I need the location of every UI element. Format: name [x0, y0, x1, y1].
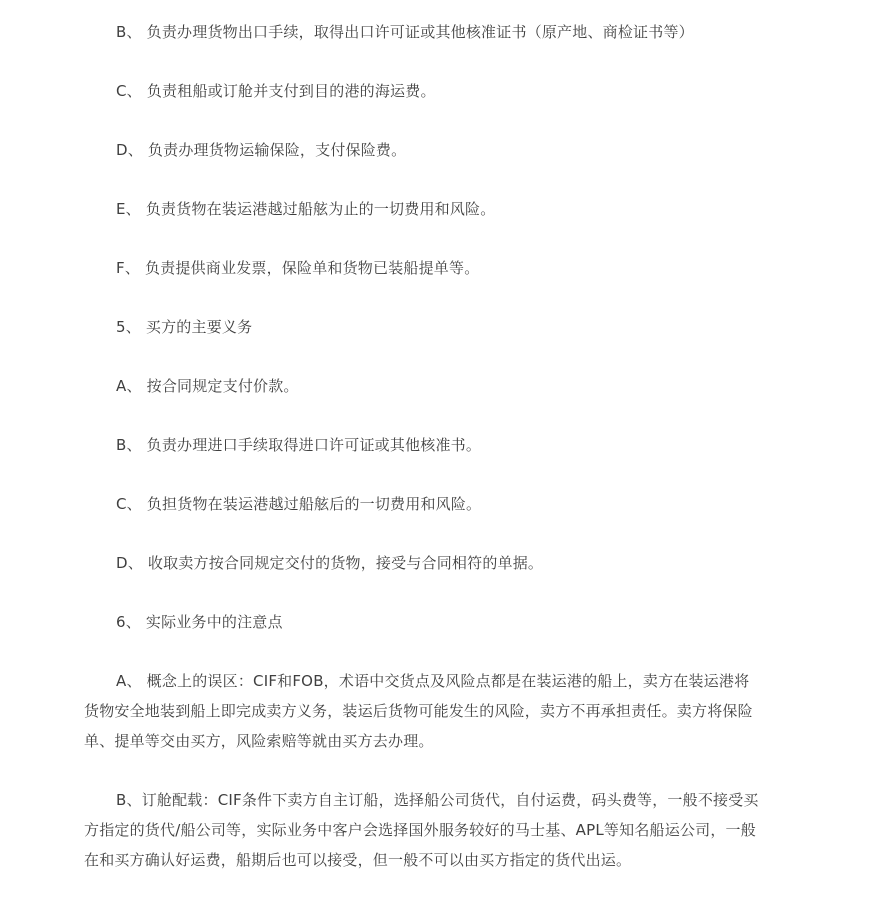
seller-duty-e: E、 负责货物在装运港越过船舷为止的一切费用和风险。	[116, 200, 496, 218]
buyer-duty-d: D、 收取卖方按合同规定交付的货物，接受与合同相符的单据。	[116, 554, 544, 572]
buyer-duty-a: A、 按合同规定支付价款。	[116, 377, 299, 395]
seller-duty-d: D、 负责办理货物运输保险，支付保险费。	[116, 141, 407, 159]
note-b-booking: B、订舱配载：CIF条件下卖方自主订船，选择船公司货代，自付运费，码头费等，一般不接受买方指定的货代/船公司等，实际业务中客户会选择国外服务较好的马士基、APL等知名船运公司，一般在和买方确认好运费，船期后也可以接受，但一般不可以由买方指定的货代出运。	[84, 791, 759, 869]
buyer-duty-c: C、 负担货物在装运港越过船舷后的一切费用和风险。	[116, 495, 482, 513]
note-a-concept: A、 概念上的误区：CIF和FOB，术语中交货点及风险点都是在装运港的船上，卖方在装运港将货物安全地装到船上即完成卖方义务，装运后货物可能发生的风险，卖方不再承担责任。卖方将保险单、提单等交由买方，风险索赔等就由买方去办理。	[84, 672, 753, 750]
section-6-heading: 6、 实际业务中的注意点	[116, 613, 283, 631]
buyer-duty-b: B、 负责办理进口手续取得进口许可证或其他核准书。	[116, 436, 482, 454]
seller-duty-c: C、 负责租船或订舱并支付到目的港的海运费。	[116, 82, 436, 100]
article-body	[84, 17, 764, 875]
seller-duty-f: F、 负责提供商业发票，保险单和货物已装船提单等。	[116, 259, 480, 277]
seller-duty-b: B、 负责办理货物出口手续，取得出口许可证或其他核准证书（原产地、商检证书等）	[116, 23, 694, 41]
section-5-heading: 5、 买方的主要义务	[116, 318, 253, 336]
